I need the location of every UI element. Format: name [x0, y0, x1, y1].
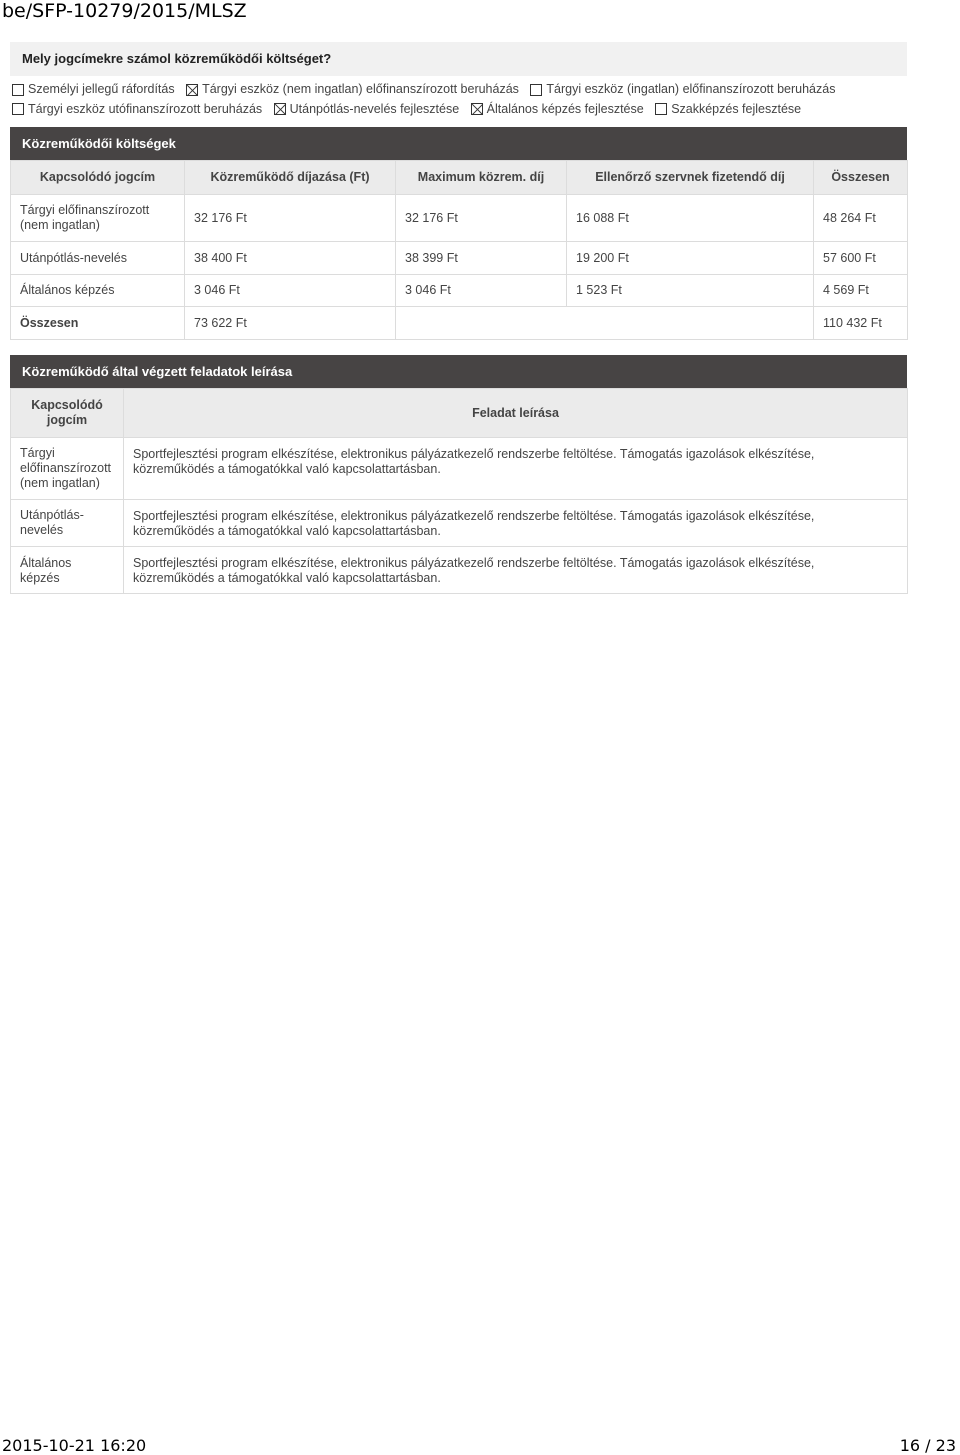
- column-header: Kapcsolódó jogcím: [11, 389, 124, 438]
- cell-maximum: 32 176 Ft: [396, 195, 567, 242]
- cell-jogcim: Tárgyi előfinanszírozott (nem ingatlan): [11, 438, 124, 500]
- checkbox-label: Utánpótlás-nevelés fejlesztése: [289, 101, 460, 116]
- column-header: Feladat leírása: [124, 389, 908, 438]
- cell-total-label: Összesen: [11, 307, 185, 340]
- column-header: Maximum közrem. díj: [396, 161, 567, 195]
- checkbox-checked-icon: [471, 103, 483, 115]
- cell-dijazas: 38 400 Ft: [185, 242, 396, 275]
- checkbox-label: Szakképzés fejlesztése: [671, 101, 802, 116]
- cell-ellenorzo: 1 523 Ft: [567, 275, 814, 307]
- checkbox-row-1: [12, 81, 912, 101]
- column-header: Közreműködő díjazása (Ft): [185, 161, 396, 195]
- costs-table: [10, 160, 908, 340]
- cell-ellenorzo: 19 200 Ft: [567, 242, 814, 275]
- cell-jogcim: Utánpótlás-nevelés: [11, 500, 124, 547]
- table-row: [11, 547, 908, 594]
- table-row: [11, 500, 908, 547]
- table-row: [11, 275, 908, 307]
- checkbox-label: Tárgyi eszköz (ingatlan) előfinanszírozott beruházás: [546, 82, 836, 96]
- checkbox-vocational-training[interactable]: [655, 101, 801, 118]
- checkbox-empty-icon: [655, 103, 667, 115]
- checkbox-label: Általános képzés fejlesztése: [486, 101, 644, 116]
- cell-jogcim: Utánpótlás-nevelés: [11, 242, 185, 275]
- cell-leiras: Sportfejlesztési program elkészítése, elektronikus pályázatkezelő rendszerbe feltöltése. Támogatás igazolások elkészítése, közreműködés a támogatókkal való kapcsolattartásban.: [124, 500, 908, 547]
- checkbox-label: Személyi jellegű ráfordítás: [28, 82, 175, 96]
- cell-total-osszesen: 110 432 Ft: [814, 307, 908, 340]
- column-header: Kapcsolódó jogcím: [11, 161, 185, 195]
- table-row: [11, 242, 908, 275]
- cell-empty: [396, 307, 814, 340]
- cell-leiras: Sportfejlesztési program elkészítése, elektronikus pályázatkezelő rendszerbe feltöltése. Támogatás igazolások elkészítése, közreműködés a támogatókkal való kapcsolattartásban.: [124, 438, 908, 500]
- cell-maximum: 3 046 Ft: [396, 275, 567, 307]
- column-header: Összesen: [814, 161, 908, 195]
- cell-jogcim: Általános képzés: [11, 547, 124, 594]
- checkbox-tangible-non-property-prefinanced[interactable]: [186, 81, 519, 98]
- tasks-section-title: Közreműködő által végzett feladatok leírása: [10, 355, 907, 388]
- cell-osszesen: 57 600 Ft: [814, 242, 908, 275]
- cell-osszesen: 48 264 Ft: [814, 195, 908, 242]
- cell-ellenorzo: 16 088 Ft: [567, 195, 814, 242]
- cell-dijazas: 3 046 Ft: [185, 275, 396, 307]
- checkbox-label: Tárgyi eszköz utófinanszírozott beruházás: [28, 101, 263, 116]
- table-row: [11, 438, 908, 500]
- table-total-row: [11, 307, 908, 340]
- footer-page-number: 16 / 23: [899, 1436, 956, 1455]
- cell-jogcim: Általános képzés: [11, 275, 185, 307]
- costs-section-title: Közreműködői költségek: [10, 127, 907, 160]
- document-id: be/SFP-10279/2015/MLSZ: [2, 0, 247, 22]
- costs-table-header: [11, 161, 908, 195]
- checkbox-checked-icon: [186, 84, 198, 96]
- checkbox-row-2: [12, 101, 912, 121]
- checkbox-empty-icon: [530, 84, 542, 96]
- checkbox-empty-icon: [12, 103, 24, 115]
- cell-jogcim: Tárgyi előfinanszírozott (nem ingatlan): [11, 195, 185, 242]
- category-checkbox-list: [12, 81, 912, 120]
- tasks-table: [10, 388, 908, 594]
- column-header: Ellenőrző szervnek fizetendő díj: [567, 161, 814, 195]
- footer-timestamp: 2015-10-21 16:20: [2, 1436, 147, 1455]
- question-title: Mely jogcímekre számol közreműködői költséget?: [10, 42, 907, 76]
- cell-dijazas: 32 176 Ft: [185, 195, 396, 242]
- checkbox-personal-expenses[interactable]: [12, 81, 175, 98]
- tasks-table-header: [11, 389, 908, 438]
- checkbox-tangible-property-prefinanced[interactable]: [530, 81, 835, 98]
- checkbox-tangible-postfinanced[interactable]: [12, 101, 262, 118]
- checkbox-label: Tárgyi eszköz (nem ingatlan) előfinanszírozott beruházás: [202, 82, 519, 96]
- cell-total-dijazas: 73 622 Ft: [185, 307, 396, 340]
- checkbox-general-training[interactable]: [471, 101, 644, 118]
- checkbox-empty-icon: [12, 84, 24, 96]
- cell-leiras: Sportfejlesztési program elkészítése, elektronikus pályázatkezelő rendszerbe feltöltése. Támogatás igazolások elkészítése, közreműködés a támogatókkal való kapcsolattartásban.: [124, 547, 908, 594]
- cell-osszesen: 4 569 Ft: [814, 275, 908, 307]
- cell-maximum: 38 399 Ft: [396, 242, 567, 275]
- checkbox-checked-icon: [274, 103, 286, 115]
- table-row: [11, 195, 908, 242]
- checkbox-youth-development[interactable]: [274, 101, 460, 118]
